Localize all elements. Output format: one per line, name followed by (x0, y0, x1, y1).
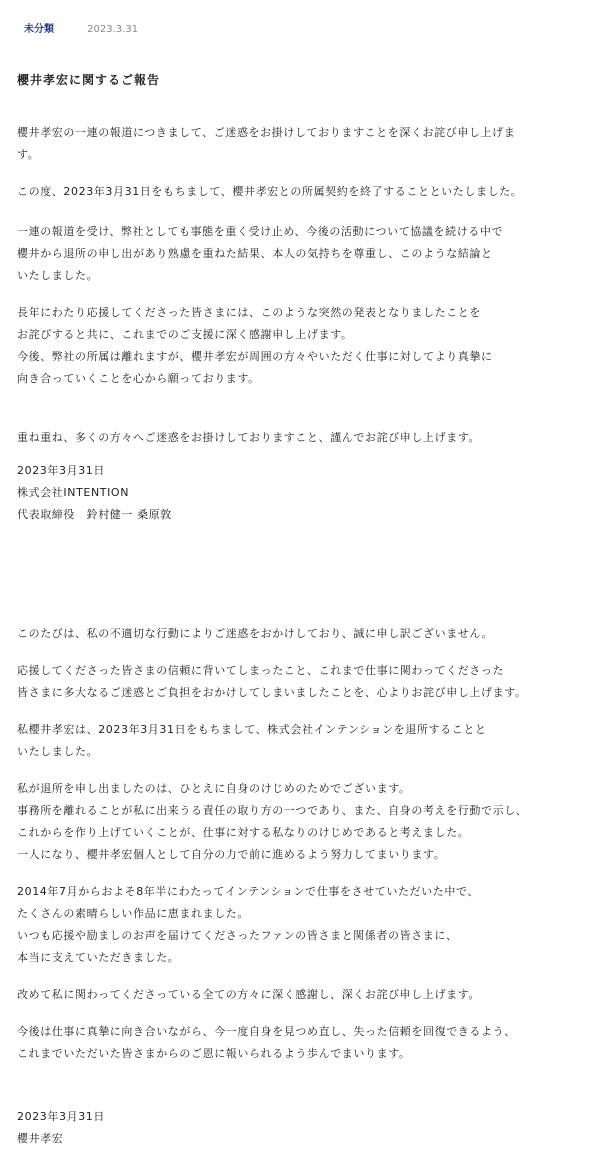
paragraph-line: たくさんの素晴らしい作品に恵まれました。 (17, 907, 249, 920)
paragraph-line: 私が退所を申し出ましたのは、ひとえに自身のけじめのためでございます。 (17, 782, 411, 795)
signature-date: 2023年3月31日 (17, 1110, 105, 1123)
category-link[interactable]: 未分類 (24, 24, 54, 35)
paragraph-line: 長年にわたり応援してくださった皆さまには、このような突然の発表となりましたことを (17, 306, 481, 319)
paragraph-line: 櫻井から退所の申し出があり熟慮を重ねた結果、本人の気持ちを尊重し、このような結論と (17, 247, 493, 260)
page-title: 櫻井孝宏に関するご報告 (17, 73, 161, 87)
paragraph-line: 事務所を離れることが私に出来うる責任の取り方の一つであり、また、自身の考えを行動で示し、 (17, 804, 528, 817)
paragraph-line: 今後、弊社の所属は離れますが、櫻井孝宏が周囲の方々やいただく仕事に対してより真摯に (17, 350, 493, 363)
signature-name: 櫻井孝宏 (17, 1132, 64, 1145)
paragraph-line: す。 (17, 148, 40, 161)
paragraph-line: 一連の報道を受け、弊社としても事態を重く受け止め、今後の活動について協議を続ける中で (17, 225, 504, 238)
paragraph-line: お詫びすると共に、これまでのご支援に深く感謝申し上げます。 (17, 328, 353, 341)
paragraph-line: 一人になり、櫻井孝宏個人として自分の力で前に進めるよう努力してまいります。 (17, 848, 446, 861)
signature-company: 株式会社INTENTION (17, 486, 130, 499)
paragraph-line: 皆さまに多大なるご迷惑とご負担をおかけしてしまいましたことを、心よりお詫び申し上げます。 (17, 686, 527, 699)
paragraph-line: 2014年7月からおよそ8年半にわたってインテンションで仕事をさせていただいた中で、 (17, 885, 479, 898)
article-meta (24, 20, 138, 35)
paragraph-line: 重ね重ね、多くの方々へご迷惑をお掛けしておりますこと、謹んでお詫び申し上げます。 (17, 431, 481, 444)
signature-representatives: 代表取締役 鈴村健一 桑原敦 (17, 508, 172, 521)
paragraph-line: いたしました。 (17, 269, 99, 282)
paragraph-line: 櫻井孝宏の一連の報道につきまして、ご迷惑をお掛けしておりますことを深くお詫び申し上げま (17, 126, 516, 139)
signature-date: 2023年3月31日 (17, 464, 105, 477)
paragraph-line: 応援してくださった皆さまの信頼に背いてしまったこと、これまで仕事に関わってくださった (17, 664, 505, 677)
paragraph-line: このたびは、私の不適切な行動によりご迷惑をおかけしており、誠に申し訳ございません。 (17, 627, 494, 640)
paragraph-line: この度、2023年3月31日をもちまして、櫻井孝宏との所属契約を終了することといたしました。 (17, 185, 523, 198)
post-date: 2023.3.31 (87, 24, 139, 35)
paragraph-line: 本当に支えていただきました。 (17, 951, 180, 964)
paragraph-line: 私櫻井孝宏は、2023年3月31日をもちまして、株式会社インテンションを退所することと (17, 723, 487, 736)
paragraph-line: これまでいただいた皆さまからのご恩に報いられるよう歩んでまいります。 (17, 1047, 411, 1060)
paragraph-line: いたしました。 (17, 745, 99, 758)
paragraph-line: 改めて私に関わってくださっている全ての方々に深く感謝し、深くお詫び申し上げます。 (17, 988, 481, 1001)
paragraph-line: いつも応援や励ましのお声を届けてくださったファンの皆さまと関係者の皆さまに、 (17, 929, 458, 942)
paragraph-line: 今後は仕事に真摯に向き合いながら、今一度自身を見つめ直し、失った信頼を回復できるよう、 (17, 1025, 516, 1038)
paragraph-line: これからを作り上げていくことが、仕事に対する私なりのけじめであると考えました。 (17, 826, 470, 839)
paragraph-line: 向き合っていくことを心から願っております。 (17, 372, 260, 385)
